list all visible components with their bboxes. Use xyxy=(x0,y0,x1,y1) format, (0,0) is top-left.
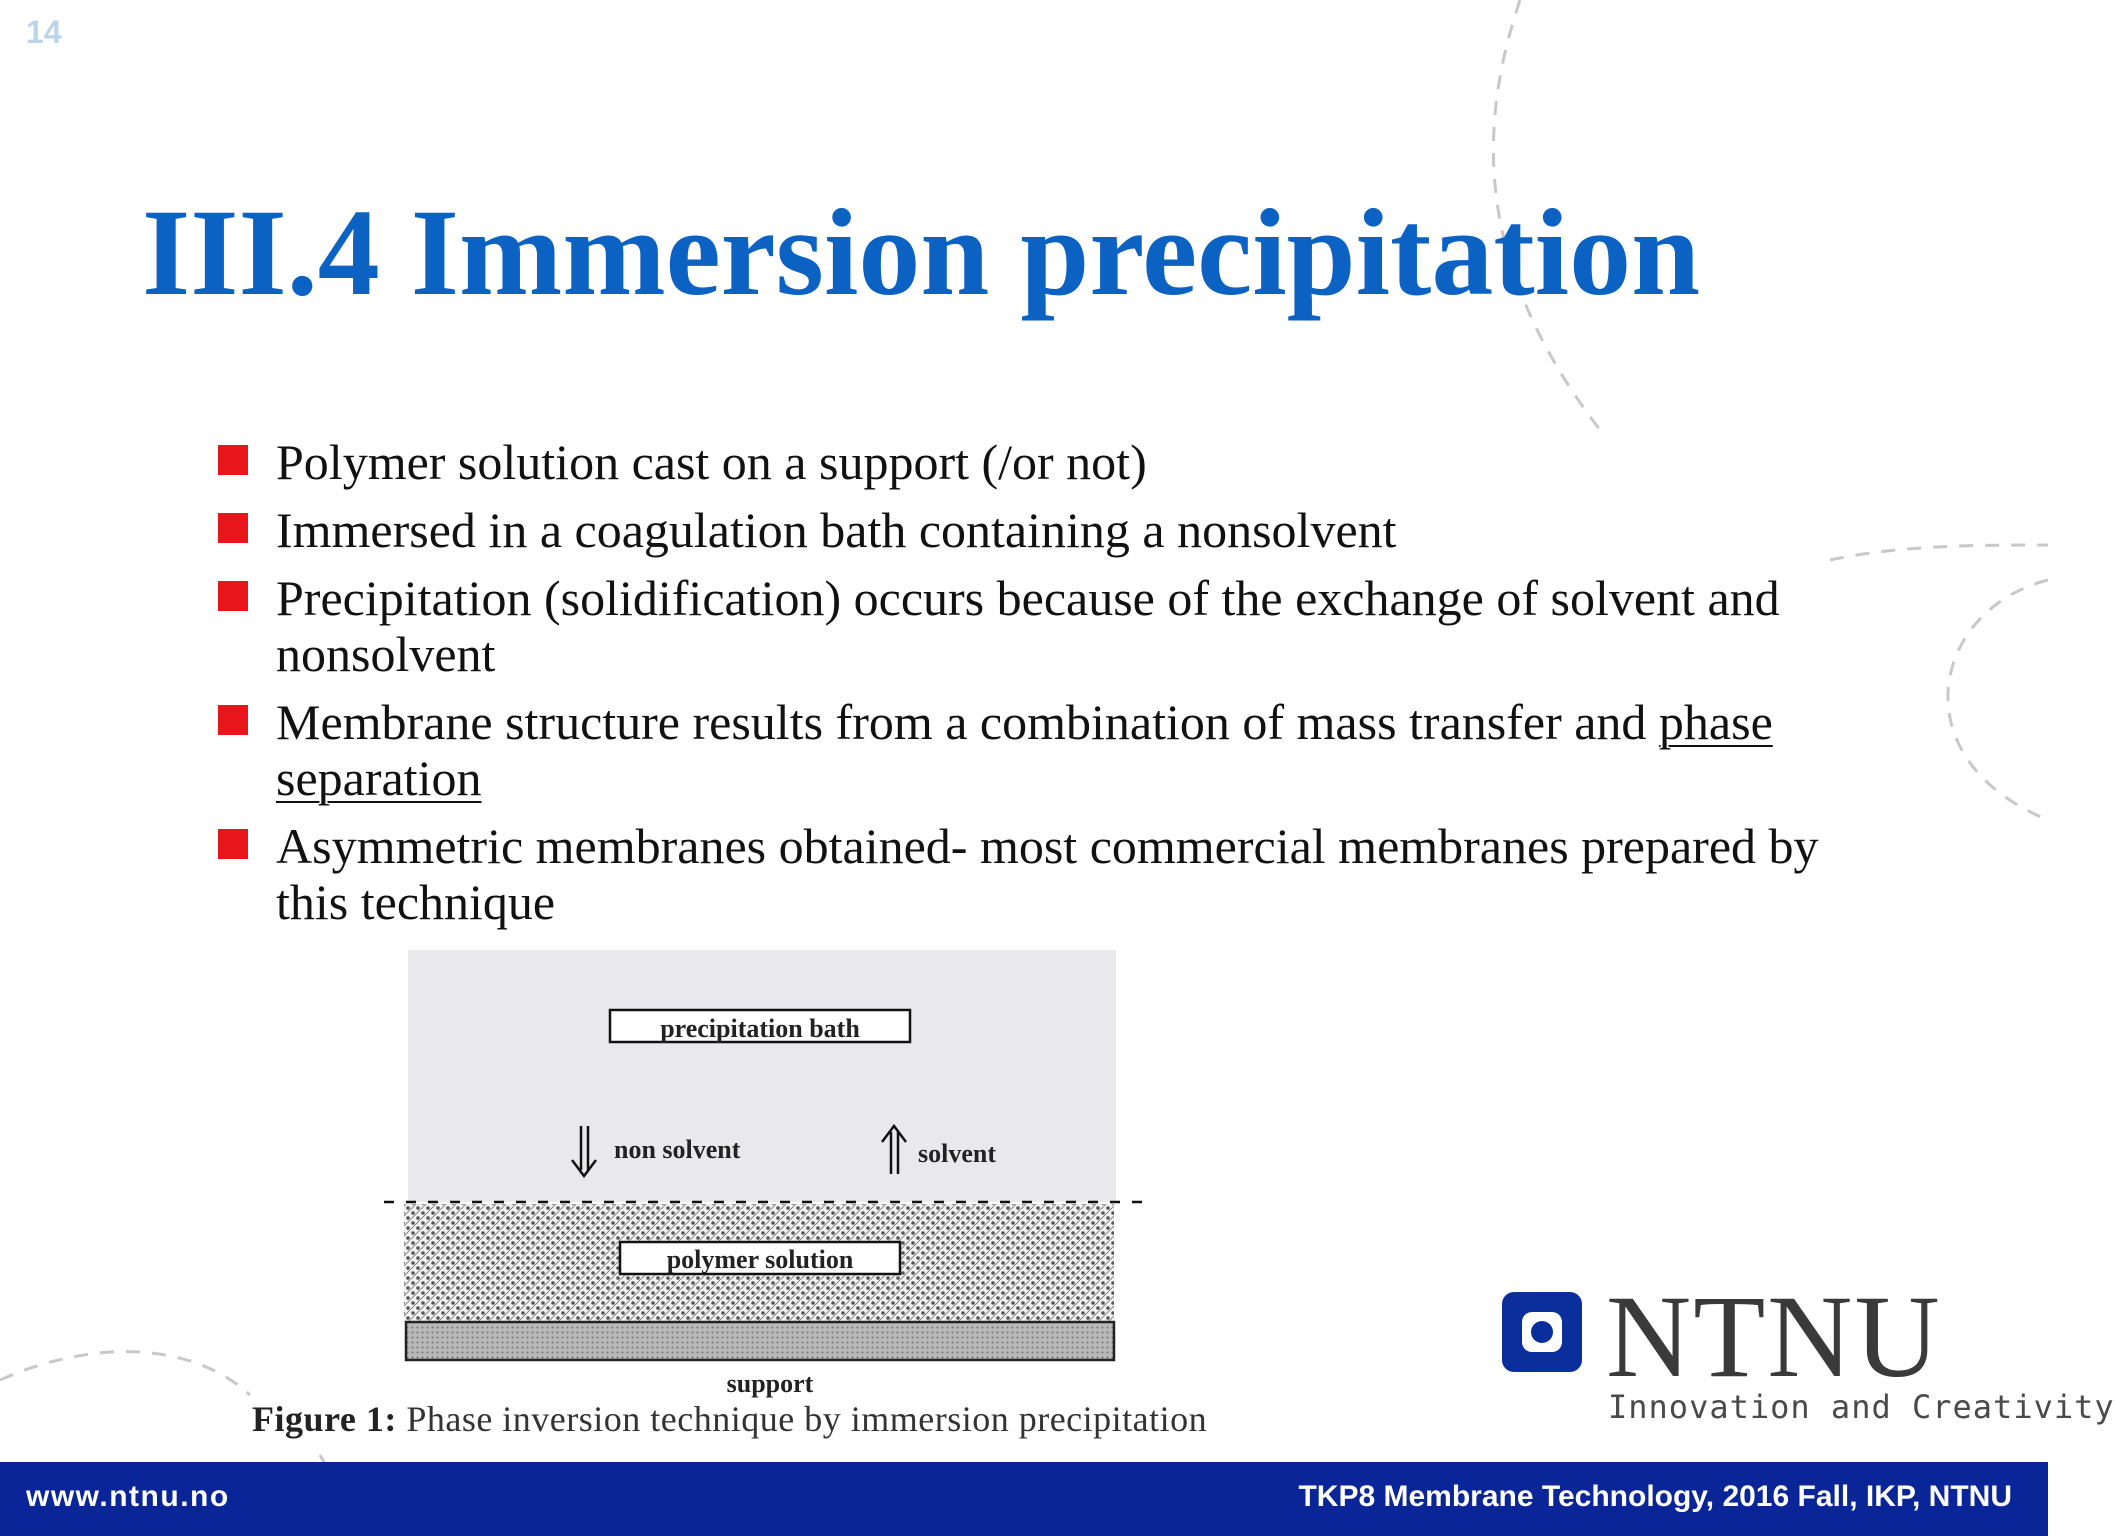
bullet-underlined-text: phase separation xyxy=(276,694,1773,806)
support-label: support xyxy=(726,1369,814,1398)
slide-number: 14 xyxy=(26,14,62,50)
logo-tagline: Innovation and Creativity xyxy=(1608,1388,2115,1426)
polymer-label: polymer solution xyxy=(666,1245,854,1274)
ntnu-logo xyxy=(1502,1271,2115,1430)
bath-label: precipitation bath xyxy=(660,1014,860,1043)
footer-url: www.ntnu.no xyxy=(26,1480,230,1513)
bullet-text: Precipitation (solidification) occurs because of the exchange of solvent and nonsolvent xyxy=(276,570,1780,682)
logo-name: NTNU xyxy=(1606,1271,1942,1402)
bullet-text: Asymmetric membranes obtained- most commercial membranes prepared by this technique xyxy=(276,818,1819,930)
bath-region xyxy=(408,950,1116,1202)
figure-caption-text: Phase inversion technique by immersion precipitation xyxy=(396,1399,1208,1439)
solvent-label: solvent xyxy=(918,1139,996,1168)
footer-course-info: TKP8 Membrane Technology, 2016 Fall, IKP, NTNU xyxy=(1298,1480,2012,1513)
bullet-text: Membrane structure results from a combination of mass transfer and xyxy=(276,694,1659,750)
bullet-text: Immersed in a coagulation bath containing a nonsolvent xyxy=(276,502,1397,558)
slide-title: III.4 Immersion precipitation xyxy=(142,184,1701,321)
bullet-text: Polymer solution cast on a support (/or not) xyxy=(276,434,1147,490)
ntnu-logo-mark-icon xyxy=(1502,1292,1582,1372)
figure-caption-prefix: Figure 1: xyxy=(252,1399,397,1439)
nonsolvent-label: non solvent xyxy=(614,1135,741,1164)
footer-bar xyxy=(0,1462,2048,1536)
figure-caption xyxy=(252,1398,1207,1440)
support-layer xyxy=(406,1322,1114,1360)
